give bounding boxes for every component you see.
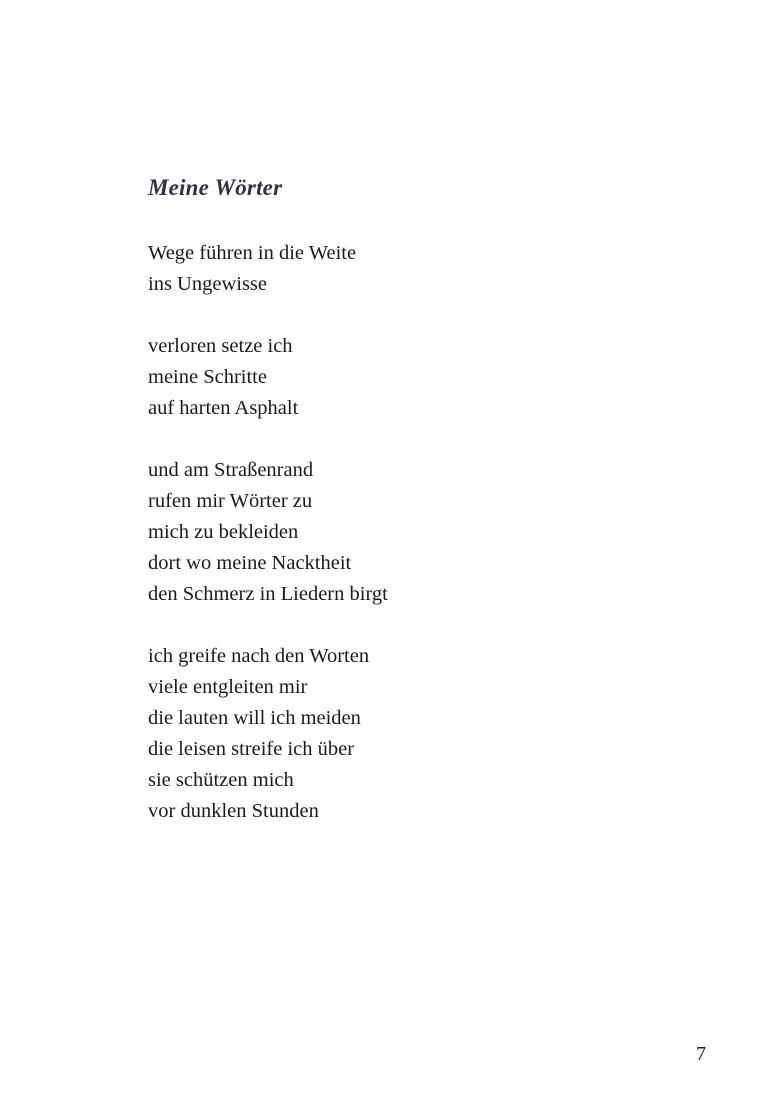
poem <box>148 172 668 858</box>
poem-line: und am Straßenrand <box>148 459 314 481</box>
poem-line: dort wo meine Nacktheit <box>148 552 352 574</box>
poem-line: die leisen streife ich über <box>148 738 355 760</box>
poem-line: rufen mir Wörter zu <box>148 490 313 512</box>
poem-line: auf harten Asphalt <box>148 397 299 419</box>
poem-line: mich zu bekleiden <box>148 521 299 543</box>
stanza <box>148 238 668 300</box>
poem-stanzas <box>148 238 668 827</box>
poem-line: ich greife nach den Worten <box>148 645 370 667</box>
poem-line: viele entgleiten mir <box>148 676 308 698</box>
stanza <box>148 455 668 610</box>
stanza <box>148 331 668 424</box>
poem-line: die lauten will ich meiden <box>148 707 361 729</box>
poem-line: den Schmerz in Liedern birgt <box>148 583 388 605</box>
poem-line: Wege führen in die Weite <box>148 242 357 264</box>
stanza <box>148 641 668 827</box>
poem-line: verloren setze ich <box>148 335 293 357</box>
poem-line: vor dunklen Stunden <box>148 800 319 822</box>
poem-line: meine Schritte <box>148 366 267 388</box>
poem-title: Meine Wörter <box>148 175 283 200</box>
poem-line: sie schützen mich <box>148 769 294 791</box>
page-number: 7 <box>696 1043 706 1065</box>
poem-line: ins Ungewisse <box>148 273 268 295</box>
